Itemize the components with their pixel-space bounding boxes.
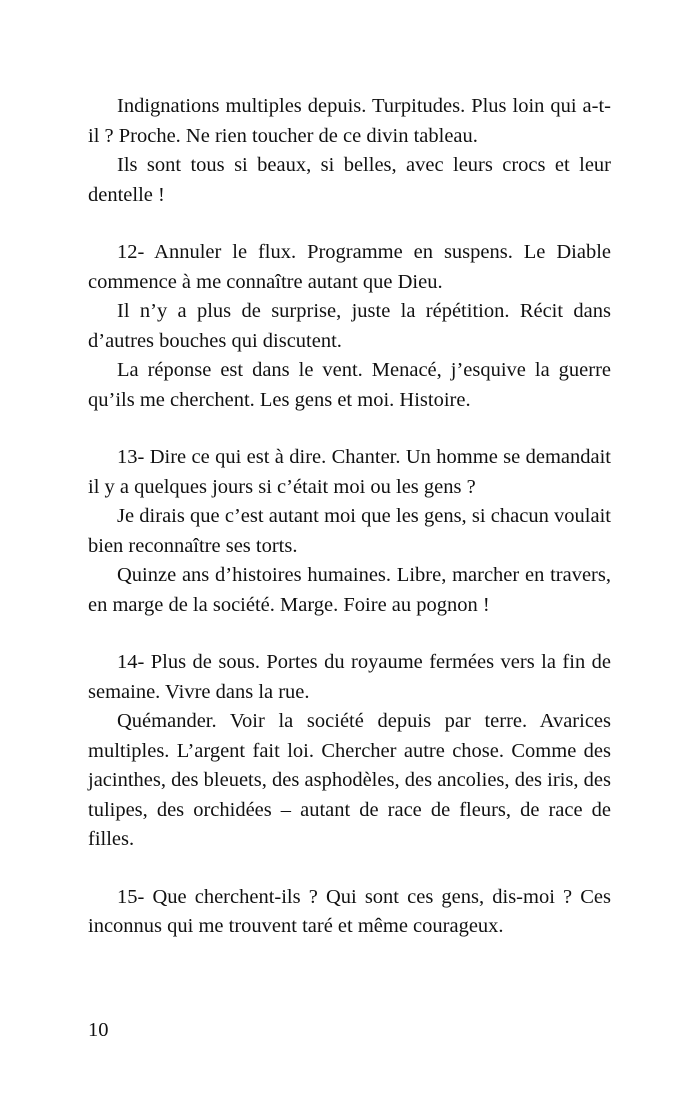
paragraph: 15- Que cherchent-ils ? Qui sont ces gens, dis-moi ? Ces inconnus qui me trouvent taré et même courageux.: [88, 885, 611, 937]
section-gap: [88, 855, 611, 883]
paragraph: 12- Annuler le flux. Programme en suspens. Le Diable commence à me connaître autant que Dieu.: [88, 241, 611, 293]
section-13: [88, 443, 611, 620]
section-gap: [88, 210, 611, 238]
paragraph: Ils sont tous si beaux, si belles, avec leurs crocs et leur dentelle !: [88, 154, 611, 206]
section-gap: [88, 620, 611, 648]
paragraph: 14- Plus de sous. Portes du royaume fermées vers la fin de semaine. Vivre dans la rue.: [88, 651, 611, 703]
page-body: [88, 92, 611, 942]
paragraph: Indignations multiples depuis. Turpitudes. Plus loin qui a-t-il ? Proche. Ne rien toucher de ce divin tableau.: [88, 95, 611, 147]
section-15: [88, 883, 611, 942]
paragraph: Il n’y a plus de surprise, juste la répétition. Récit dans d’autres bouches qui discutent.: [88, 300, 611, 352]
page-number: 10: [88, 1019, 109, 1041]
section-intro: [88, 92, 611, 210]
section-gap: [88, 415, 611, 443]
paragraph: Je dirais que c’est autant moi que les gens, si chacun voulait bien reconnaître ses torts.: [88, 505, 611, 557]
paragraph: Quinze ans d’histoires humaines. Libre, marcher en travers, en marge de la société. Marge. Foire au pognon !: [88, 564, 611, 616]
section-12: [88, 238, 611, 415]
paragraph: Quémander. Voir la société depuis par terre. Avarices multiples. L’argent fait loi. Chercher autre chose. Comme des jacinthes, des bleuets, des asphodèles, des ancolies, des iris, des tulipes, des orchidées – autant de race de fleurs, de race de filles.: [88, 710, 611, 850]
paragraph: 13- Dire ce qui est à dire. Chanter. Un homme se demandait il y a quelques jours si c’était moi ou les gens ?: [88, 446, 611, 498]
section-14: [88, 648, 611, 855]
paragraph: La réponse est dans le vent. Menacé, j’esquive la guerre qu’ils me cherchent. Les gens et moi. Histoire.: [88, 359, 611, 411]
